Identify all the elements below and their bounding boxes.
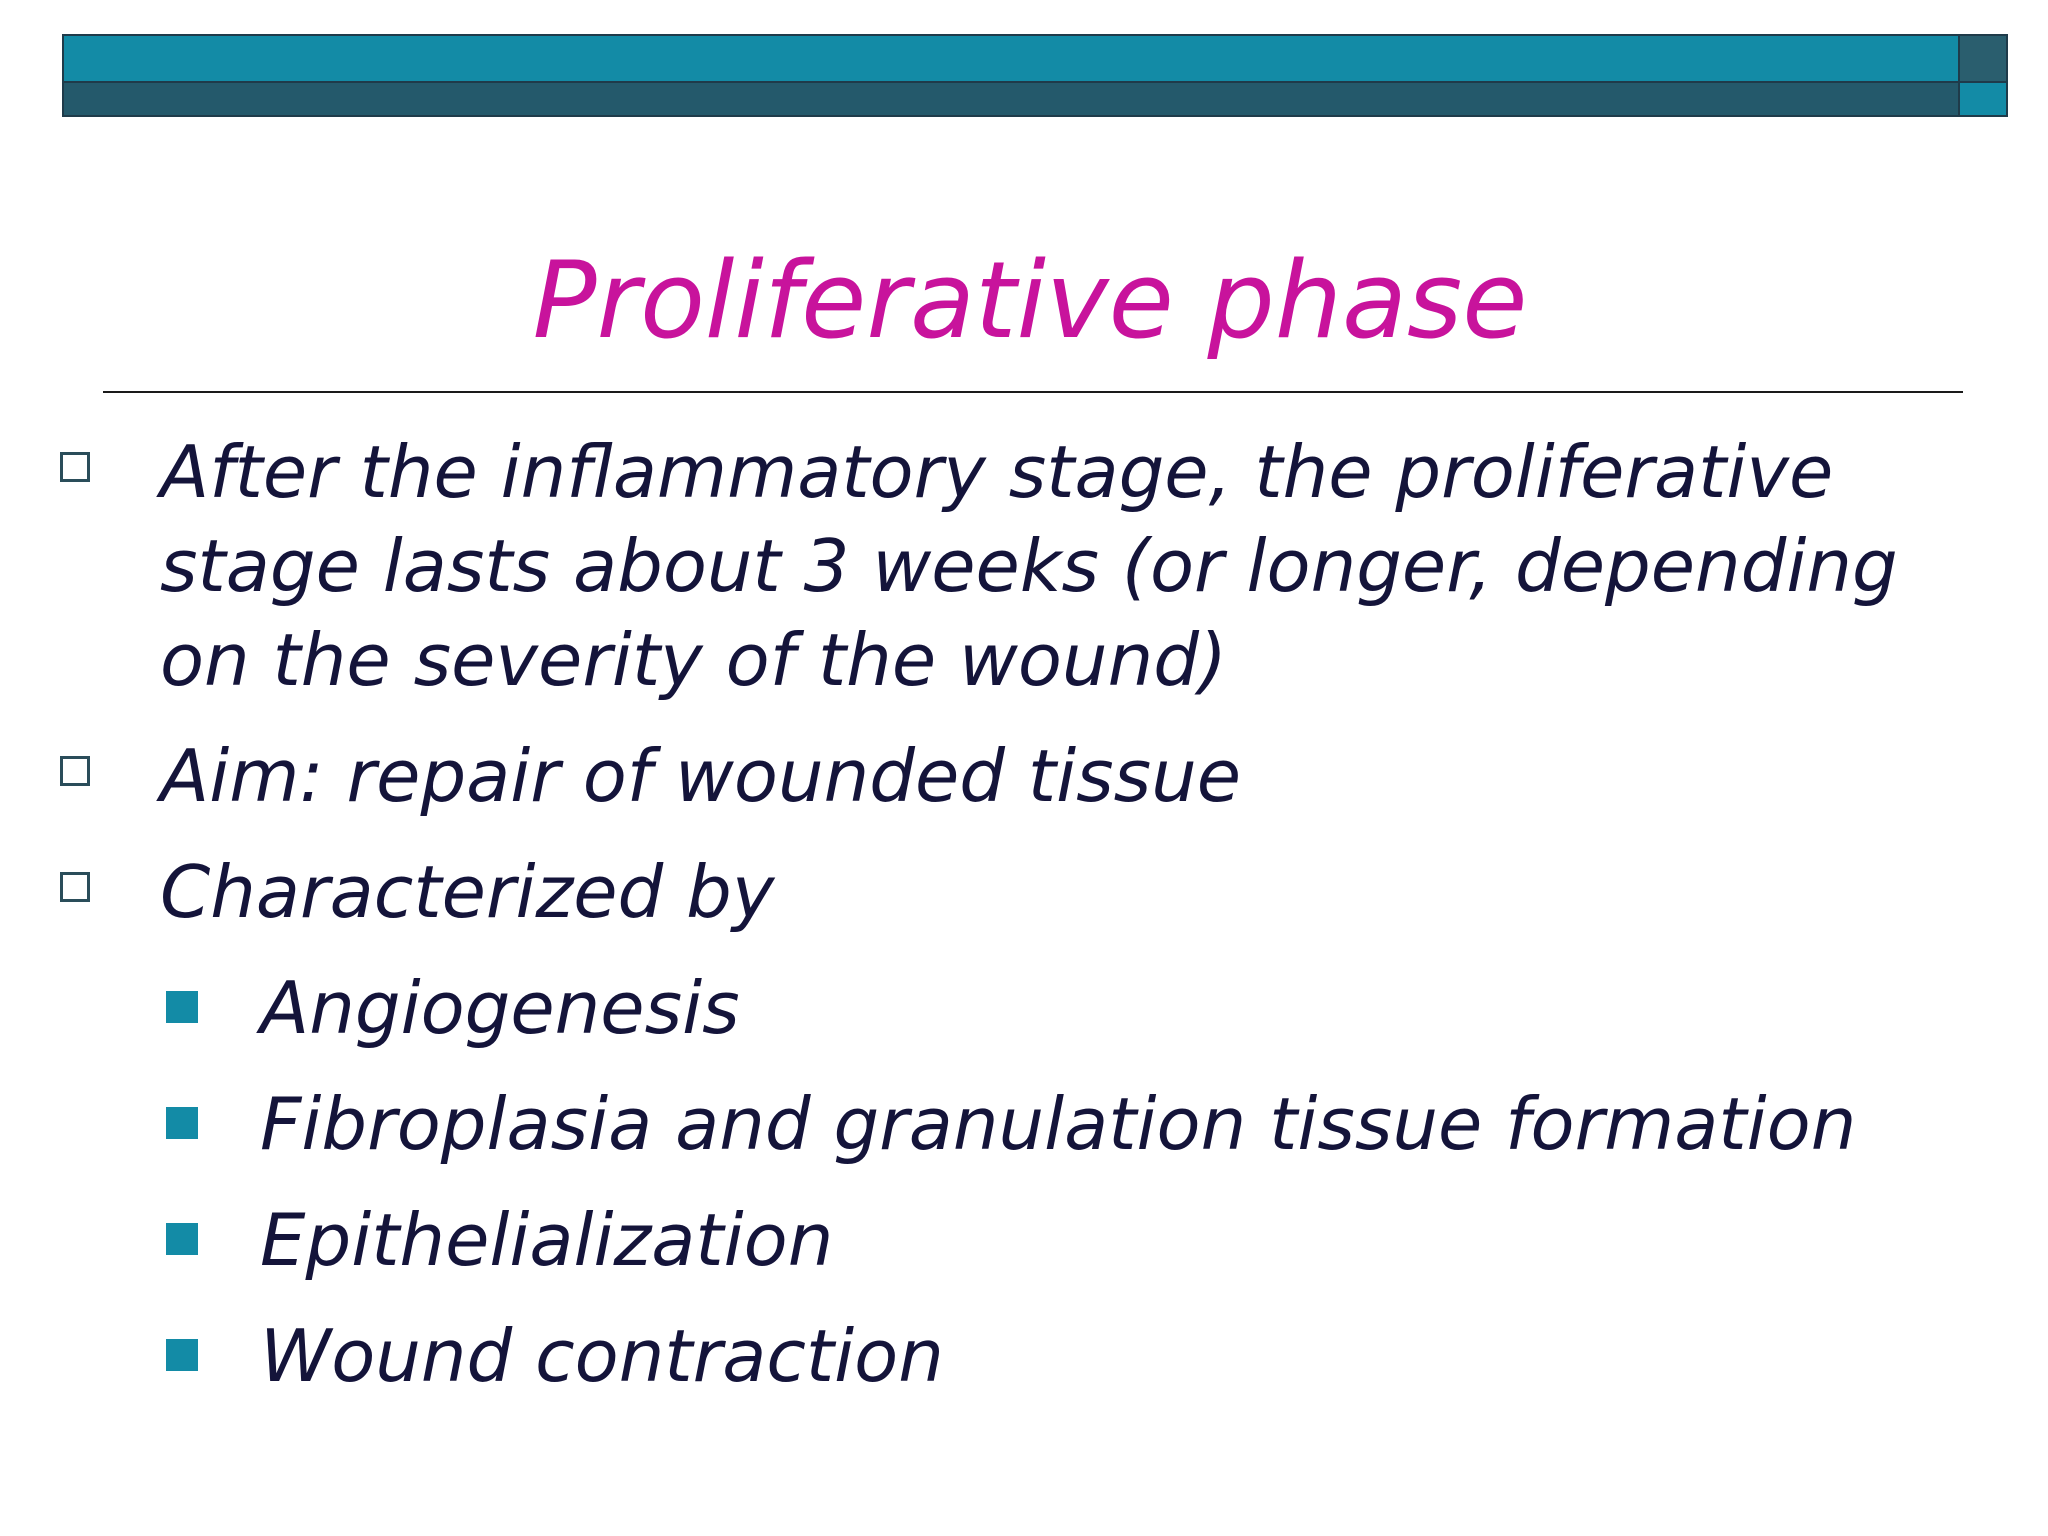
sub-bullet-item <box>60 961 1960 1055</box>
sub-bullet-text: Angiogenesis <box>260 966 740 1050</box>
bullet-item <box>60 425 1960 707</box>
title-divider <box>103 391 1963 393</box>
filled-square-icon <box>166 1339 198 1371</box>
header-corner-bottom <box>1958 83 2008 117</box>
filled-square-icon <box>166 991 198 1023</box>
bullet-text: Characterized by <box>160 850 775 934</box>
sub-bullet-text: Wound contraction <box>260 1314 944 1398</box>
filled-square-icon <box>166 1223 198 1255</box>
bullet-text: After the inflammatory stage, the proliferative stage lasts about 3 weeks (or longer, depending on the severity of the wound) <box>160 430 1898 702</box>
hollow-square-icon <box>60 452 90 482</box>
header-bar-top <box>62 34 1960 83</box>
bullet-item <box>60 729 1960 823</box>
sub-bullet-item <box>60 1309 1960 1403</box>
bullet-list <box>60 425 1960 1425</box>
bullet-text: Aim: repair of wounded tissue <box>160 734 1242 818</box>
filled-square-icon <box>166 1107 198 1139</box>
header-corner-top <box>1958 34 2008 83</box>
sub-bullet-text: Fibroplasia and granulation tissue formation <box>260 1082 1857 1166</box>
slide-title: Proliferative phase <box>532 239 1528 362</box>
bullet-item <box>60 845 1960 939</box>
hollow-square-icon <box>60 756 90 786</box>
hollow-square-icon <box>60 872 90 902</box>
sub-bullet-item <box>60 1193 1960 1287</box>
sub-bullet-item <box>60 1077 1960 1171</box>
header-bar-bottom <box>62 83 1960 117</box>
sub-bullet-text: Epithelialization <box>260 1198 834 1282</box>
